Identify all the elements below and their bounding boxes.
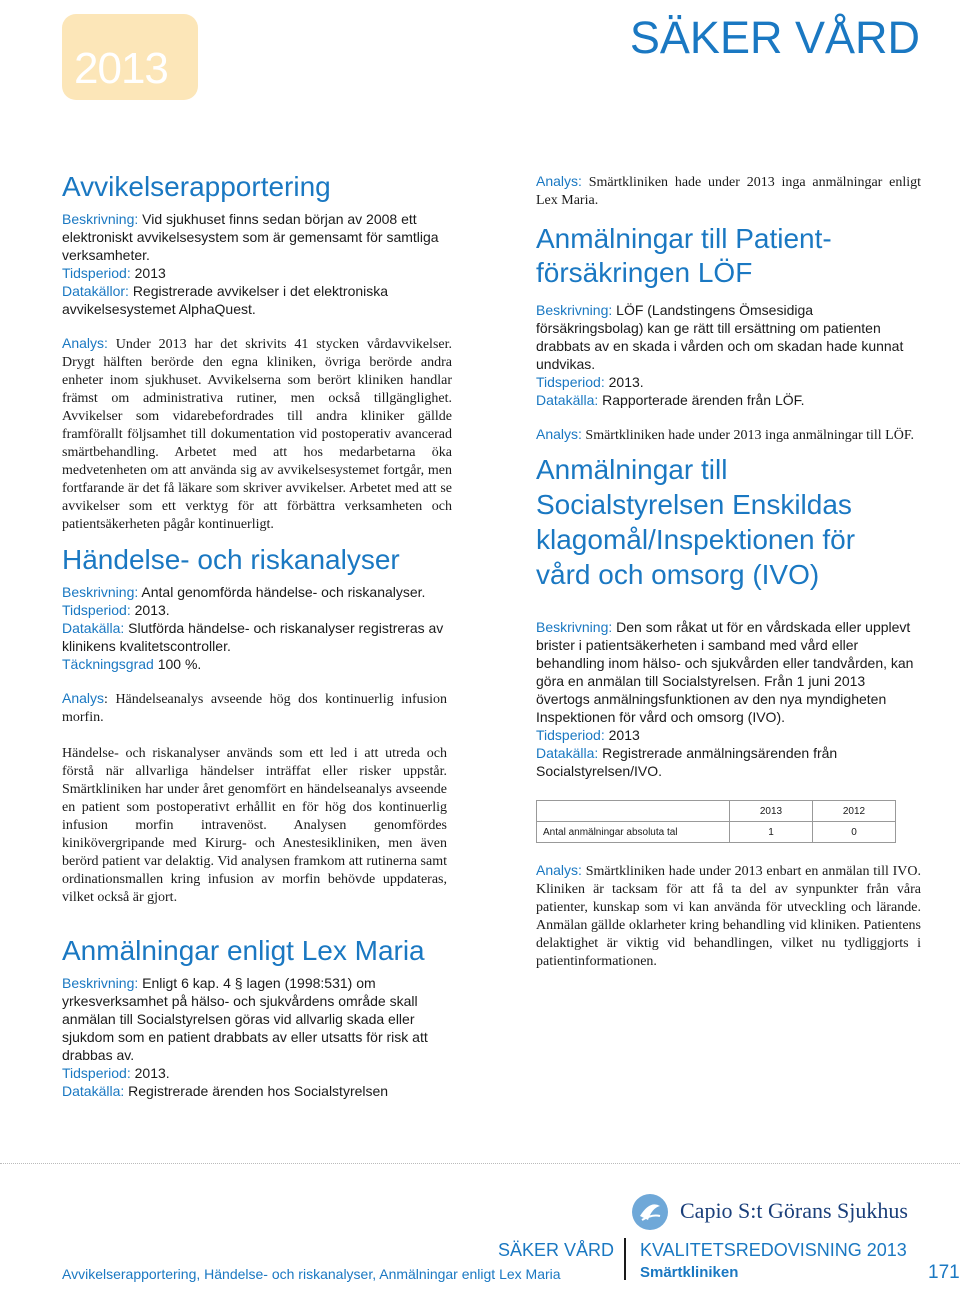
table-header-2012: 2012 [813,801,896,822]
footer-section-list: Avvikelserapportering, Händelse- och riskanalyser, Anmälningar enligt Lex Maria [62,1266,561,1282]
analysis: Analys: Under 2013 har det skrivits 41 stycken vårdavvikelser. Drygt hälften berörde den egna kliniken, övriga berörde andra enheter inom sjukhuset. Avvikelserna som berört kliniken handlar främst om administrativa rutiner, men också tillgänglighet. Avvikelser som vidarebefordrades till andra kliniker gällde framförallt följsamhet till dokumentation vid postoperativ avancerad smärtbehandling. Arbetet med att hos medarbetarna öka medvetenheten om att använda sig av avvikelsesystemet fortgår, men fortfarande är det få läkare som skriver avvikelser. Arbetet med att se avvikelser som ett verktyg för att förbättra verksamheten och patientsäkerheten pågår kontinuerligt. [62,334,453,532]
section-heading: Anmälningar till Patient-försäkringen LÖF [536,223,832,288]
period: Tidsperiod: 2013 [536,727,640,743]
description: Beskrivning: Antal genomförda händelse- och riskanalyser. [62,583,426,600]
capio-logo-text: Capio S:t Görans Sjukhus [680,1198,908,1223]
section-avvikelserapportering [62,170,452,534]
period: Tidsperiod: 2013. [62,1064,170,1081]
period: Tidsperiod: 2013 [62,264,166,281]
section-heading: Anmälningar till Socialstyrelsen Enskildas klagomål/Inspektionen för vård och omsorg (IVO) [536,454,856,590]
footer-report-title: KVALITETSREDOVISNING 2013 [640,1240,907,1260]
table-row [537,822,896,843]
description: Beskrivning: Vid sjukhuset finns sedan början av 2008 ett elektroniskt avvikelsesystem som är gemensamt för samtliga verksamheter. [62,210,439,263]
analysis: Analys: Händelseanalys avseende hög dos kontinuerlig infusion morfin. [62,689,447,725]
page-header-title: SÄKER VÅRD [629,12,920,63]
period: Tidsperiod: 2013. [536,374,644,391]
footer-vertical-divider [624,1238,626,1280]
page-number: 171 [928,1262,960,1283]
capio-logo-icon [630,1192,670,1232]
table-cell-2012: 0 [813,822,896,843]
table-header-row [537,801,896,822]
description: Beskrivning: LÖF (Landstingens Ömsesidiga försäkringsbolag) kan ge rätt till ersättning om patienten drabbats av en skada i vården och om skadan hade kunnat undvikas. [536,302,904,373]
data-source: Datakälla: Registrerade anmälningsärenden från Socialstyrelsen/IVO. [536,745,838,779]
table-header-2013: 2013 [730,801,813,822]
footer-clinic-name: Smärtkliniken [640,1264,739,1281]
period: Tidsperiod: 2013. [62,601,170,618]
section-heading: Avvikelserapportering [62,171,331,202]
analysis: Analys: Smärtkliniken hade under 2013 inga anmälningar till LÖF. [536,426,915,444]
data-source: Datakälla: Slutförda händelse- och riskanalyser registreras av klinikens kvalitetscontroller. [62,619,444,654]
footer-divider [0,1163,960,1164]
section-heading: Händelse- och riskanalyser [62,544,400,575]
section-handelse-riskanalyser [62,543,447,907]
data-source: Datakällor: Registrerade avvikelser i det elektroniska avvikelsesystemet AlphaQuest. [62,282,389,317]
body-text: Händelse- och riskanalyser används som ett led i att utreda och förstå när allvarliga händelser inträffat eller risker uppstår. Smärtkliniken har under året genomfört en händelseanalys avseende en patient som postoperativt erhållit en för hög dos kontinuerlig infusion morfin intravenöst. Analysen genomfördes kinikövergripande med Kirurg- och Anestesikliniken, men även berörd patient var delaktig. Vid analysen framkom att rutinerna samt ordinationsmallen kring infusion av morfin behövde uppdateras, vilket också är gjort. [62,745,447,905]
description: Beskrivning: Den som råkat ut för en vårdskada eller upplevt brister i patientsäkerheten i samband med vård eller behandling inom hälso- och sjukvården eller tandvården, kan göra en anmälan till Socialstyrelsen. Från 1 juni 2013 övertogs anmälningsfunktionen av den nya myndigheten Inspektionen för vård och omsorg (IVO). [536,619,914,725]
lex-maria-analysis: Analys: Smärtkliniken hade under 2013 inga anmälningar enligt Lex Maria. [536,173,922,208]
table-header-empty [537,801,730,822]
section-lex-maria [62,934,447,1100]
capio-logo [630,1192,910,1232]
year-badge [62,14,198,100]
analysis: Analys: Smärtkliniken hade under 2013 enbart en anmälan till IVO. Kliniken är tacksam för att få ta del av synpunkter från våra patienter, kunskap som vi kan använda för utveckling och lärande. Anmälan gällde oklarheter kring behandling vid kliniken. Patientens delaktighet är viktig vid behandlingen, vilket nu tydliggjorts i patientinformationen. [536,862,921,969]
footer-category: SÄKER VÅRD [498,1240,615,1260]
data-source: Datakälla: Registrerade ärenden hos Socialstyrelsen [62,1082,389,1099]
coverage: Täckningsgrad 100 %. [62,655,202,672]
section-patientforsakringen [536,222,921,445]
table-cell-2013: 1 [730,822,813,843]
data-source: Datakälla: Rapporterade ärenden från LÖF. [536,392,805,409]
year-label: 2013 [74,44,168,93]
section-heading: Anmälningar enligt Lex Maria [62,935,425,966]
ivo-stats-table [536,800,896,843]
table-row-label: Antal anmälningar absoluta tal [537,822,730,843]
description: Beskrivning: Enligt 6 kap. 4 § lagen (1998:531) om yrkesverksamhet på hälso- och sjukvårdens område skall anmälan till Socialstyrelsen göras vid allvarlig skada eller sjukdom som en patient drabbats av eller utsatts för risk att drabbas av. [62,974,428,1063]
section-ivo [536,452,921,971]
